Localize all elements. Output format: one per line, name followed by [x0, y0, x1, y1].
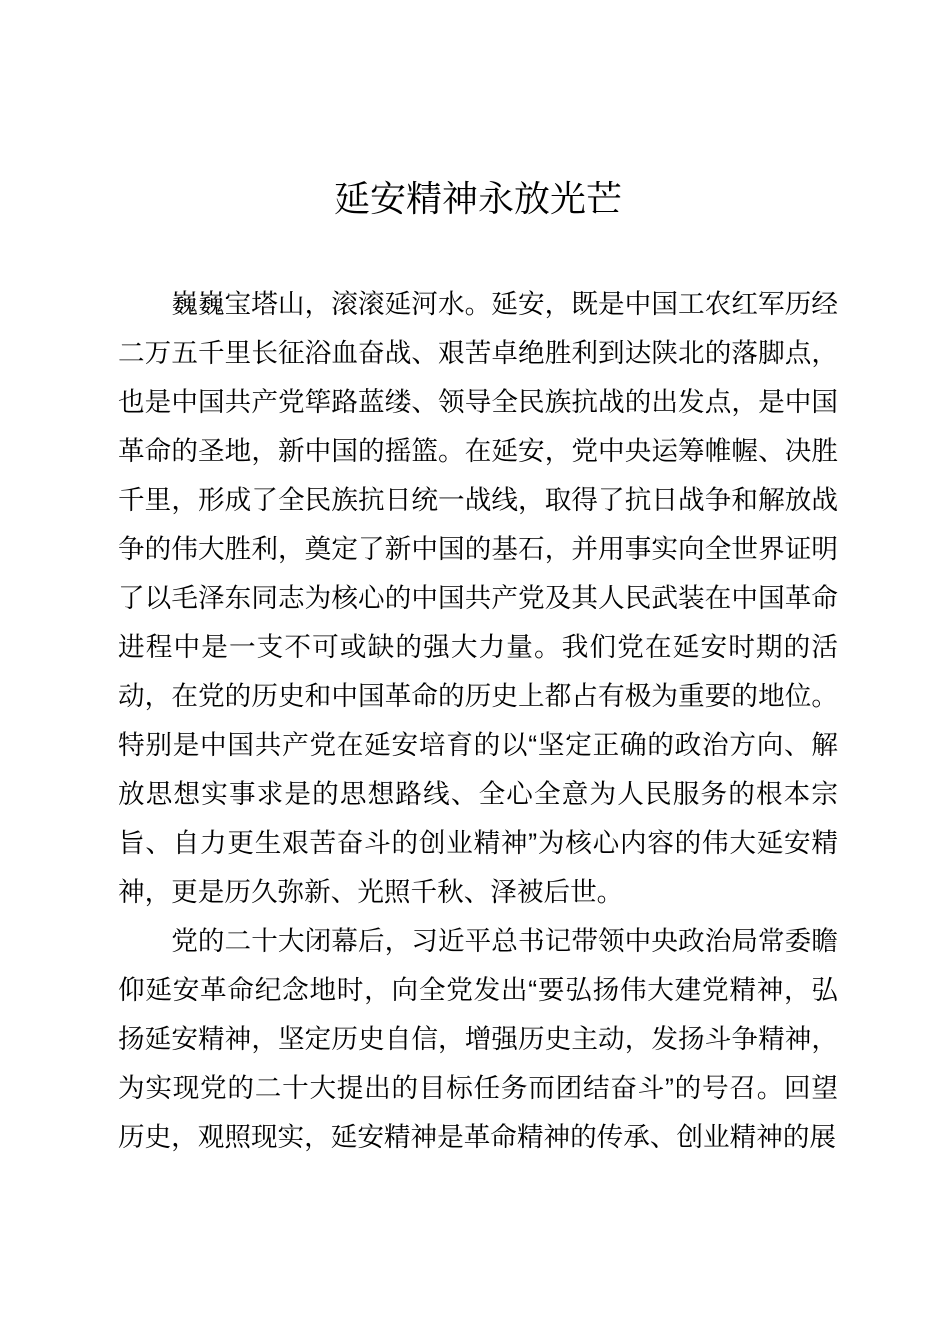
paragraph-1: 巍巍宝塔山，滚滚延河水。延安，既是中国工农红军历经二万五千里长征浴血奋战、艰苦卓绝胜利到达陕北的落脚点，也是中国共产党筚路蓝缕、领导全民族抗战的出发点，是中国革命的圣地，新中国的摇篮。在延安，党中央运筹帷幄、决胜千里，形成了全民族抗日统一战线，取得了抗日战争和解放战争的伟大胜利，奠定了新中国的基石，并用事实向全世界证明了以毛泽东同志为核心的中国共产党及其人民武装在中国革命进程中是一支不可或缺的强大力量。我们党在延安时期的活动，在党的历史和中国革命的历史上都占有极为重要的地位。特别是中国共产党在延安培育的以“坚定正确的政治方向、解放思想实事求是的思想路线、全心全意为人民服务的根本宗旨、自力更生艰苦奋斗的创业精神”为核心内容的伟大延安精神，更是历久弥新、光照千秋、泽被后世。 [118, 289, 838, 907]
paragraph-2: 党的二十大闭幕后，习近平总书记带领中央政治局常委瞻仰延安革命纪念地时，向全党发出“要弘扬伟大建党精神，弘扬延安精神，坚定历史自信，增强历史主动，发扬斗争精神，为实现党的二十大提出的目标任务而团结奋斗”的号召。回望历史，观照现实，延安精神是革命精神的传承、创业精神的展 [118, 926, 838, 1152]
document-title: 延安精神永放光芒 [333, 178, 622, 219]
document-body [118, 280, 838, 1162]
